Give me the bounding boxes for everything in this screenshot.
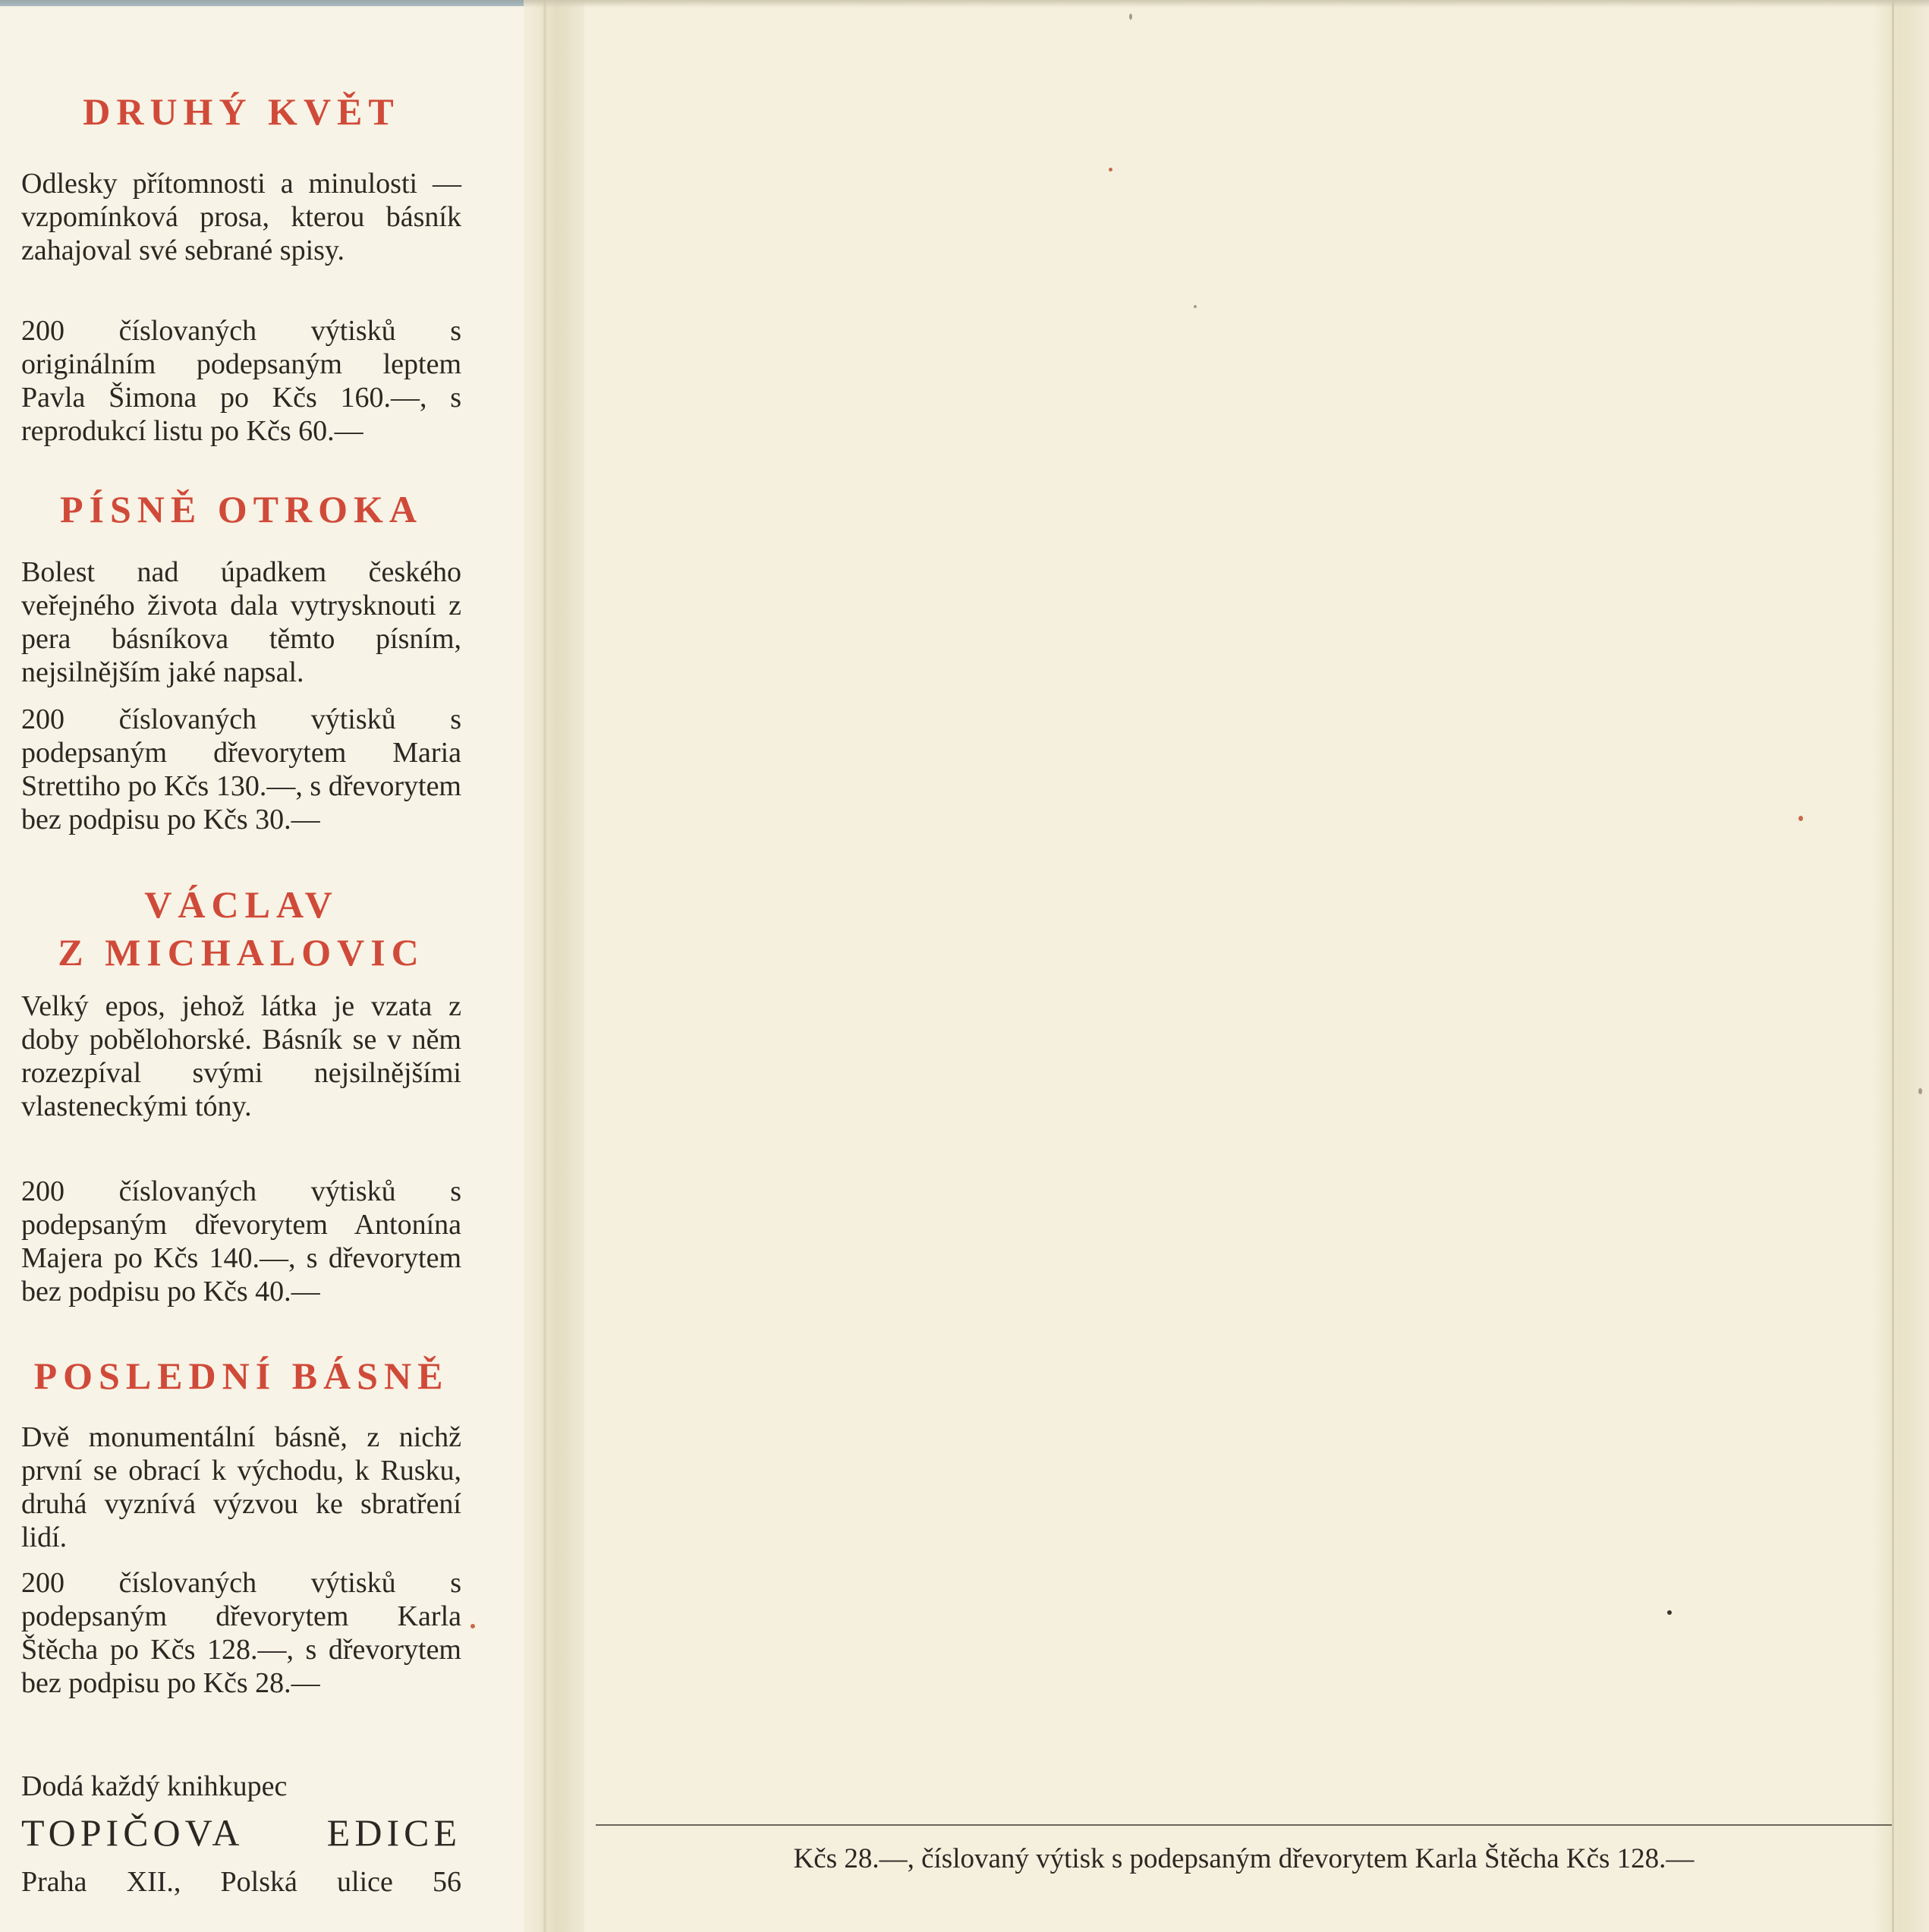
section-title-vaclav-z-michalovic — [21, 884, 461, 974]
paper-speck — [1109, 168, 1112, 171]
cover-panel — [584, 0, 1929, 1932]
publisher-address: Praha XII., Polská ulice 56 — [21, 1866, 461, 1898]
flap-fold — [524, 0, 584, 1932]
paper-speck — [1918, 1088, 1922, 1094]
bookseller-note: Dodá každý knihkupec — [21, 1770, 288, 1802]
cover-fold-line — [1892, 0, 1894, 1932]
flap-top-edge — [0, 0, 524, 6]
price-rule — [596, 1824, 1892, 1826]
fold-shadow — [543, 0, 547, 1932]
section-edition: 200 číslovaných výtisků s podepsaným dřevorytem Karla Štěcha po Kčs 128.—, s dřevorytem bez podpisu po Kčs 28.— — [21, 1567, 461, 1699]
section-title-line: Z MICHALOVIC — [58, 931, 425, 974]
section-edition: 200 číslovaných výtisků s originálním podepsaným leptem Pavla Šimona po Kčs 160.—, s reprodukcí listu po Kčs 60.— — [21, 315, 461, 447]
section-title-line: VÁCLAV — [144, 883, 338, 926]
paper-speck — [1194, 305, 1197, 308]
section-title-pisne-otroka: PÍSNĚ OTROKA — [59, 488, 423, 530]
paper-speck — [1129, 14, 1132, 20]
paper-speck — [1798, 816, 1803, 821]
section-description: Dvě monumentální básně, z nichž první se obrací k východu, k Rusku, druhá vyznívá výzvou ke sbratření lidí. — [21, 1421, 461, 1553]
paper-speck — [470, 1624, 475, 1628]
paper-speck — [1667, 1610, 1672, 1615]
section-description: Odlesky přítomnosti a minulosti — vzpomínková prosa, kterou básník zahajoval své sebrané spisy. — [21, 168, 461, 266]
section-edition: 200 číslovaných výtisků s podepsaným dřevorytem Maria Strettiho po Kčs 130.—, s dřevorytem bez podpisu po Kčs 30.— — [21, 703, 461, 835]
cover-price-line: Kčs 28.—, číslovaný výtisk s podepsaným dřevorytem Karla Štěcha Kčs 128.— — [793, 1843, 1695, 1874]
section-description: Velký epos, jehož látka je vzata z doby pobělohorské. Básník se v něm rozezpíval svými nejsilnějšími vlasteneckými tóny. — [21, 990, 461, 1122]
cover-right-fold — [1874, 0, 1929, 1932]
publisher-name: TOPIČOVA EDICE — [21, 1811, 461, 1854]
section-edition: 200 číslovaných výtisků s podepsaným dřevorytem Antonína Majera po Kčs 140.—, s dřevorytem bez podpisu po Kčs 40.— — [21, 1175, 461, 1307]
section-title-druhy-kvet: DRUHÝ KVĚT — [83, 90, 400, 133]
section-title-posledni-basne: POSLEDNÍ BÁSNĚ — [33, 1355, 449, 1397]
section-description: Bolest nad úpadkem českého veřejného života dala vytrysknouti z pera básníkova těmto písním, nejsilnějším jaké napsal. — [21, 556, 461, 688]
